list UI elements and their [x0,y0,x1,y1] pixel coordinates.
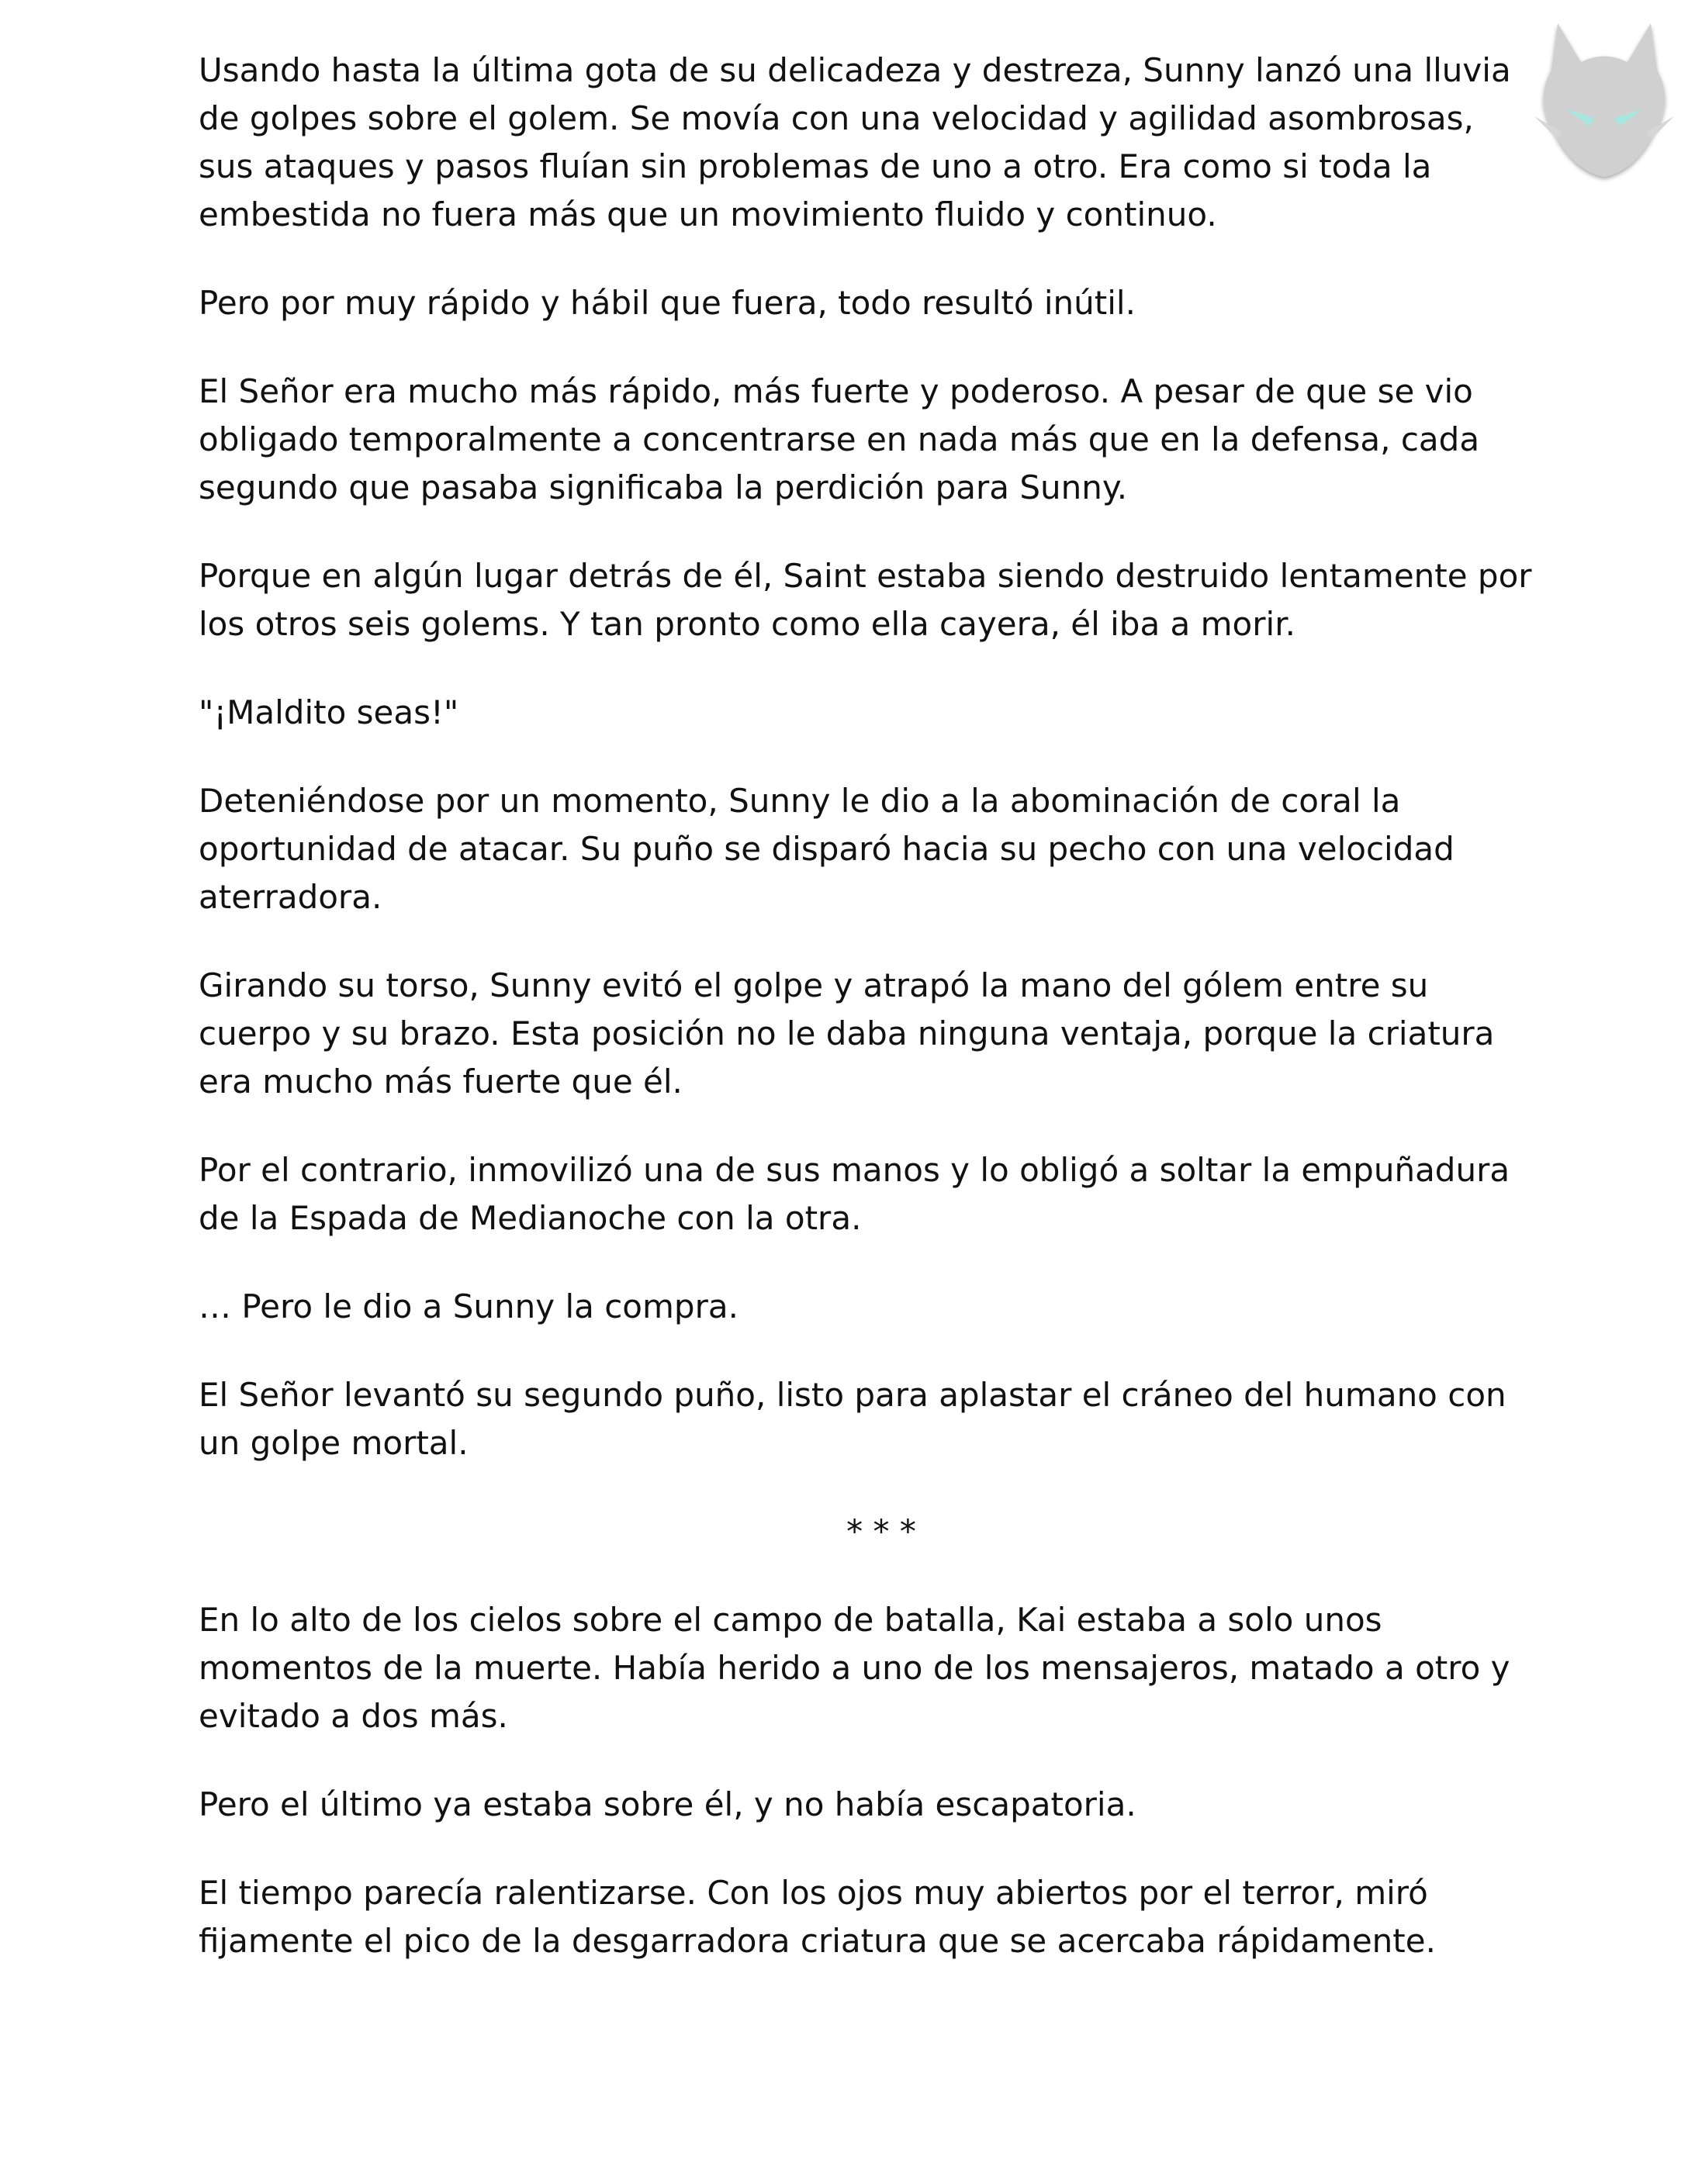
paragraph: En lo alto de los cielos sobre el campo de batalla, Kai estaba a solo unos momentos de la muerte. Había herido a uno de los mensajeros, matado a otro y evitado a dos más. [199,1601,1510,1735]
paragraph: Deteniéndose por un momento, Sunny le dio a la abominación de coral la oportunidad de atacar. Su puño se disparó hacia su pecho con una velocidad aterradora. [199,782,1455,916]
section-separator: * * * [846,1512,916,1550]
paragraph: Pero el último ya estaba sobre él, y no había escapatoria. [199,1785,1136,1823]
paragraph: Por el contrario, inmovilizó una de sus manos y lo obligó a soltar la empuñadura de la Espada de Medianoche con la otra. [199,1151,1510,1237]
paragraph: Porque en algún lugar detrás de él, Saint estaba siendo destruido lentamente por los otros seis golems. Y tan pronto como ella cayera, él iba a morir. [199,557,1532,643]
paragraph: El Señor levantó su segundo puño, listo para aplastar el cráneo del humano con un golpe mortal. [199,1376,1506,1462]
paragraph: El tiempo parecía ralentizarse. Con los ojos muy abiertos por el terror, miró fijamente el pico de la desgarradora criatura que se acercaba rápidamente. [199,1874,1436,1960]
demon-head-icon [1527,16,1682,186]
paragraph: "¡Maldito seas!" [199,693,459,731]
paragraph: Pero por muy rápido y hábil que fuera, todo resultó inútil. [199,284,1136,322]
document-body [199,47,1533,2006]
paragraph: El Señor era mucho más rápido, más fuerte y poderoso. A pesar de que se vio obligado temporalmente a concentrarse en nada más que en la defensa, cada segundo que pasaba significaba la perdición para Sunny. [199,372,1480,506]
paragraph: … Pero le dio a Sunny la compra. [199,1287,738,1325]
paragraph: Girando su torso, Sunny evitó el golpe y atrapó la mano del gólem entre su cuerpo y su brazo. Esta posición no le daba ninguna ventaja, porque la criatura era mucho más fuerte que él. [199,966,1495,1101]
paragraph: Usando hasta la última gota de su delicadeza y destreza, Sunny lanzó una lluvia de golpes sobre el golem. Se movía con una velocidad y agilidad asombrosas, sus ataques y pasos fluían sin problemas de uno a otro. Era como si toda la embestida no fuera más que un movimiento fluido y continuo. [199,51,1511,233]
